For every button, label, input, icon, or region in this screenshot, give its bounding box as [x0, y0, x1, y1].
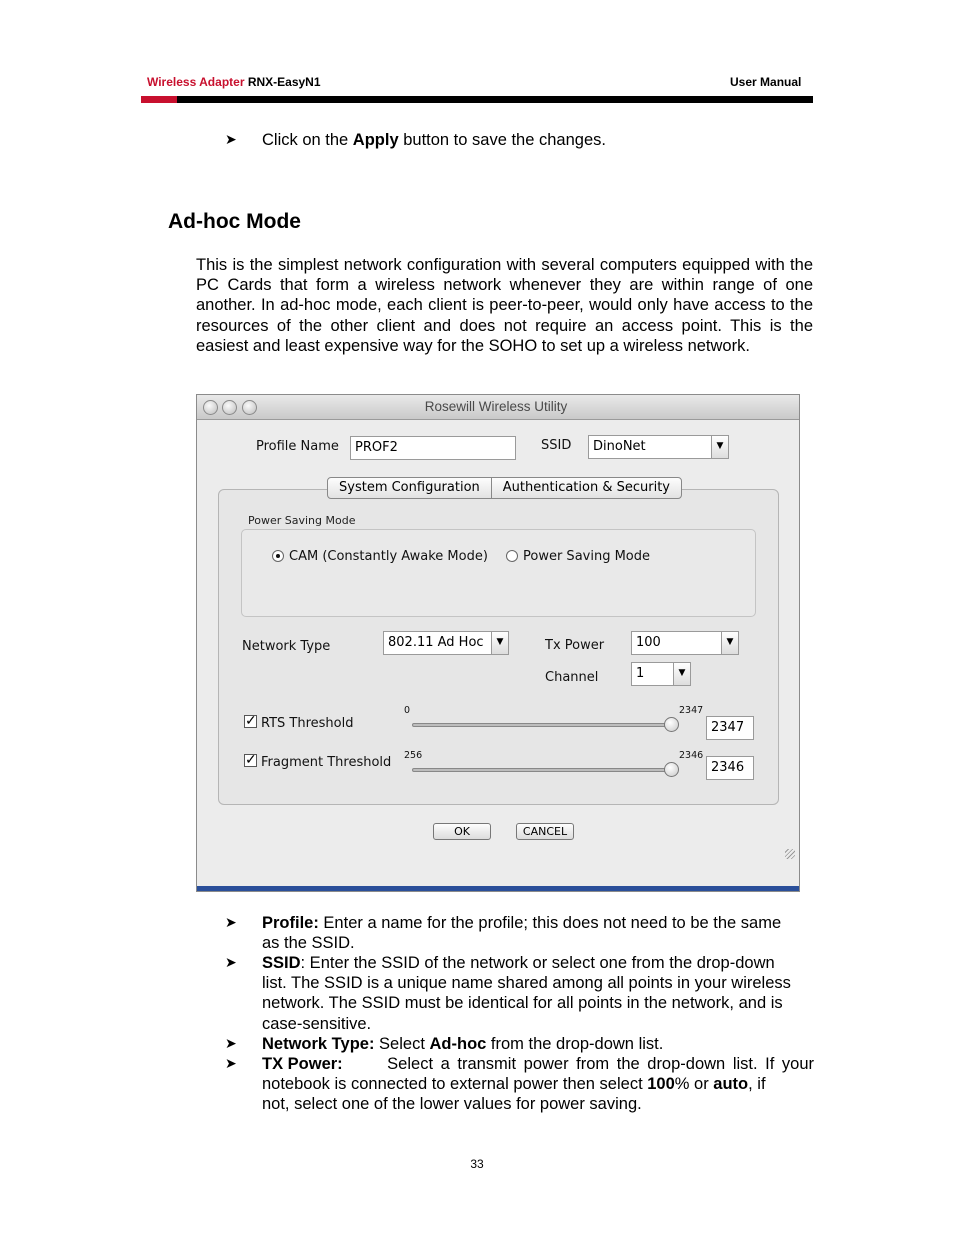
tx-power-value: 100 [636, 635, 661, 650]
bullet-arrow-icon: ➤ [225, 1035, 237, 1051]
channel-value: 1 [636, 666, 645, 681]
bullet-tx-bold-2: 100 [647, 1075, 675, 1094]
bullet-ssid-text: : Enter the SSID of the network or select one from the drop-down [300, 954, 775, 972]
bullet-ssid-text-3: network. The SSID must be identical for all points in the network, and is [262, 994, 783, 1013]
header-doc-type: User Manual [730, 75, 802, 89]
chevron-down-icon[interactable]: ▼ [673, 663, 690, 685]
tab-system-configuration[interactable]: System Configuration [339, 480, 480, 495]
section-paragraph: This is the simplest network configuration with several computers equipped with the PC Cards that form a wireless network whenever they are within range of one another. In ad-hoc mode, each client is peer-to-peer, would only have access to the resources of the other client and does not require an access point. This is the easiest and least expensive way for the SOHO to set up a wireless network. [196, 256, 813, 355]
network-type-value: 802.11 Ad Hoc [388, 635, 484, 650]
bullet-profile-text: Enter a name for the profile; this does not need to be the same [318, 914, 782, 932]
psm-radio[interactable] [506, 550, 518, 562]
bullet-ssid-text-2: list. The SSID is a unique name shared among all points in your wireless [262, 974, 791, 993]
cam-radio-label: CAM (Constantly Awake Mode) [289, 549, 488, 564]
bullet-tx-text-2a: notebook is connected to external power then select [262, 1075, 648, 1094]
fragment-min: 256 [404, 750, 423, 761]
bullet-tx-text: Select a transmit power from the drop-down list. If your [387, 1055, 814, 1073]
ssid-label: SSID [541, 438, 572, 453]
bullet-ssid-bold: SSID [262, 954, 301, 972]
bullet-profile-bold: Profile: [262, 914, 319, 932]
rts-checkbox[interactable]: ✓ [245, 712, 257, 728]
rts-label: RTS Threshold [261, 716, 354, 731]
bullet-nettype-mid: Select [374, 1035, 430, 1053]
window-bottom-strip [197, 886, 799, 891]
intro-text-end: button to save the changes. [398, 131, 606, 149]
rts-min: 0 [404, 705, 411, 716]
bullet-ssid [262, 953, 814, 1034]
header-rule [141, 96, 813, 103]
chevron-down-icon[interactable]: ▼ [491, 632, 508, 654]
bullet-arrow-icon: ➤ [225, 954, 237, 970]
chevron-down-icon[interactable]: ▼ [721, 632, 738, 654]
fragment-checkbox[interactable]: ✓ [245, 751, 257, 767]
intro-bullet [262, 130, 606, 150]
rts-slider[interactable] [412, 723, 677, 727]
bullet-tx-power [262, 1054, 814, 1115]
resize-grip-icon[interactable] [785, 849, 795, 859]
bullet-tx-bold: TX Power: [262, 1055, 343, 1073]
bullet-tx-bold-3: auto [713, 1075, 749, 1094]
tab-bar [327, 477, 682, 499]
rts-value-input[interactable]: 2347 [706, 716, 754, 740]
bullet-network-type [262, 1034, 814, 1054]
power-saving-group [241, 529, 756, 617]
tx-power-label: Tx Power [545, 638, 605, 653]
channel-label: Channel [545, 670, 599, 685]
tab-authentication-security[interactable]: Authentication & Security [491, 478, 681, 498]
psm-radio-label: Power Saving Mode [523, 549, 651, 564]
intro-text: Click on the [262, 131, 353, 149]
network-type-label: Network Type [242, 639, 331, 654]
tx-power-dropdown[interactable] [631, 631, 739, 655]
header-product-prefix: Wireless Adapter [147, 75, 245, 89]
section-title: Ad-hoc Mode [168, 210, 301, 233]
channel-dropdown[interactable] [631, 662, 691, 686]
bullet-arrow-icon: ➤ [225, 131, 237, 147]
fragment-slider-handle[interactable] [664, 762, 679, 777]
bullet-nettype-bold: Network Type: [262, 1035, 375, 1053]
intro-bold: Apply [352, 131, 399, 149]
cam-radio[interactable] [272, 550, 284, 562]
fragment-label: Fragment Threshold [261, 755, 392, 770]
bullet-tx-text-2c: , if [748, 1075, 766, 1094]
header-product [147, 75, 321, 89]
ssid-value: DinoNet [593, 439, 646, 454]
profile-name-label: Profile Name [256, 439, 339, 454]
fragment-value-input[interactable]: 2346 [706, 756, 754, 780]
ssid-dropdown[interactable] [588, 435, 729, 459]
power-saving-group-label: Power Saving Mode [248, 514, 356, 527]
title-bar [197, 395, 799, 420]
profile-name-input[interactable]: PROF2 [350, 436, 516, 460]
cancel-button[interactable]: CANCEL [516, 823, 574, 840]
bullet-tx-text-3: not, select one of the lower values for power saving. [262, 1095, 642, 1114]
rts-max: 2347 [679, 705, 704, 716]
chevron-down-icon[interactable]: ▼ [711, 436, 728, 458]
page-number: 33 [470, 1157, 484, 1171]
ok-button[interactable]: OK [433, 823, 491, 840]
header-product-model: RNX-EasyN1 [247, 75, 321, 89]
dialog-title: Rosewill Wireless Utility [424, 399, 568, 414]
bullet-arrow-icon: ➤ [225, 914, 237, 930]
bullet-arrow-icon: ➤ [225, 1055, 237, 1071]
bullet-nettype-end: from the drop-down list. [486, 1035, 664, 1053]
bullet-profile [262, 913, 814, 953]
bullet-tx-text-2b: % or [674, 1075, 714, 1094]
bullet-nettype-bold-2: Ad-hoc [429, 1035, 487, 1053]
bullet-ssid-text-4: case-sensitive. [262, 1014, 372, 1033]
rts-slider-handle[interactable] [664, 717, 679, 732]
network-type-dropdown[interactable] [383, 631, 509, 655]
fragment-slider[interactable] [412, 768, 677, 772]
bullet-profile-text-2: as the SSID. [262, 934, 355, 953]
fragment-max: 2346 [679, 750, 704, 761]
utility-dialog [196, 394, 800, 892]
